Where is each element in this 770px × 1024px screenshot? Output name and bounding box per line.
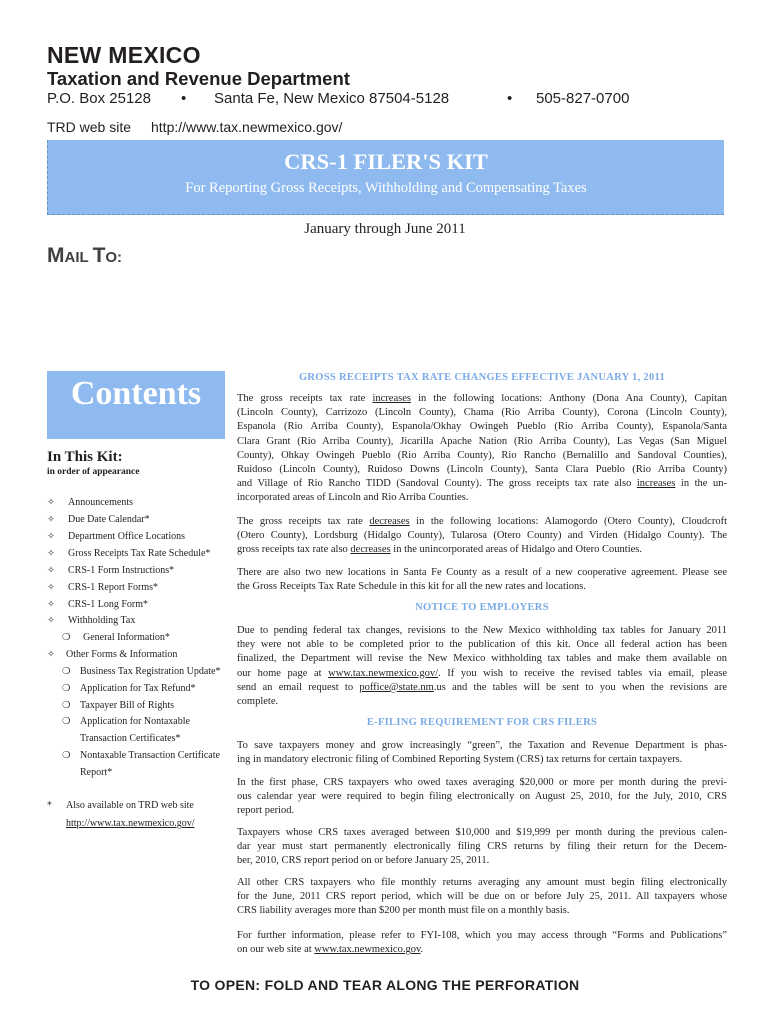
paragraph-line: ing in mandatory electronic filing of Combined Reporting System (CRS) tax returns for certain taxpayers.: [237, 754, 683, 766]
paragraph-line: ous calendar year were required to begin filing electronically on August 25, 2010, for the July, 2010, CRS: [237, 791, 727, 803]
diamond-bullet-icon: ✧: [47, 615, 55, 626]
efiling-paragraph-3: [237, 826, 727, 869]
diamond-bullet-icon: ✧: [47, 649, 55, 660]
contents-header: [47, 371, 225, 439]
paragraph-line: the Gross Receipts Tax Rate Schedule in this kit for all the new rates and locations.: [237, 581, 586, 593]
efiling-paragraph-5: [237, 929, 727, 957]
employers-paragraph: [237, 624, 727, 709]
paragraph-line: ber, 2010, CRS report period on or before January 25, 2011.: [237, 855, 490, 867]
diamond-bullet-icon: ✧: [47, 548, 55, 559]
paragraph-line: they were not able to be completed prior to the publication of this kit. Once all federal action has been: [237, 639, 727, 651]
department-name: Taxation and Revenue Department: [47, 68, 350, 89]
web-site-line: [47, 119, 343, 135]
inline-link[interactable]: poffice@state.nm: [359, 681, 434, 693]
emphasis: increases: [372, 393, 411, 404]
bullet-separator: •: [507, 90, 513, 107]
paragraph-line: our home page at www.tax.newmexico.gov/. If you wish to receive the revised tables via email, please: [237, 667, 727, 679]
efiling-paragraph-2: [237, 776, 727, 819]
phone-number: 505-827-0700: [536, 90, 630, 107]
diamond-bullet-icon: ✧: [47, 514, 55, 525]
circle-bullet-icon: ❍: [62, 632, 71, 643]
paragraph-line: gross receipts tax rate also decreases in the unincorporated areas of Hidalgo and Otero Counties.: [237, 544, 642, 556]
diamond-bullet-icon: ✧: [47, 582, 55, 593]
paragraph-line: complete.: [237, 695, 279, 707]
efiling-heading: E-FILING REQUIREMENT FOR CRS FILERS: [366, 717, 598, 728]
efiling-paragraph-1: [237, 739, 727, 767]
web-site-link[interactable]: http://www.tax.newmexico.gov/: [151, 119, 343, 135]
emphasis: increases: [636, 478, 676, 490]
paragraph-line: dar year must start permanently electronically filing CRS returns by filing their return for the Decem-: [237, 841, 727, 853]
paragraph-line: Taxpayers whose CRS taxes averaged between $10,000 and $19,999 per month during the previous calen-: [237, 827, 727, 838]
in-this-kit-heading: In This Kit:: [47, 449, 123, 465]
paragraph-line: For further information, please refer to FYI-108, which you may access through “Forms and Publications”: [237, 930, 727, 941]
paragraph-line: CRS liability averages more than $200 per month must file on a monthly basis.: [237, 905, 570, 917]
paragraph-line: In the first phase, CRS taxpayers who owed taxes averaging $20,000 or more per month during the previ-: [237, 777, 727, 788]
bullet-separator: •: [181, 90, 187, 107]
city-state-zip: Santa Fe, New Mexico 87504-5128: [214, 90, 450, 107]
paragraph-line: and Village of Rio Rancho TIDD (Sandoval County). The gross receipts tax rate also increases in the un-: [237, 478, 727, 490]
circle-bullet-icon: ❍: [62, 716, 71, 727]
web-site-label: TRD web site: [47, 119, 132, 135]
paragraph-line: County), Ohkay Owingeh Pueblo (Rio Arriba County), Rio Rancho (Bernalillo and Sandoval Counties),: [237, 449, 727, 461]
gross-receipts-paragraph-1: [237, 392, 727, 506]
diamond-bullet-icon: ✧: [47, 497, 55, 508]
asterisk-marker: *: [47, 800, 52, 811]
web-note-link[interactable]: http://www.tax.newmexico.gov/: [66, 818, 195, 829]
mail-to-label: MAIL TO:: [47, 244, 123, 267]
diamond-bullet-icon: ✧: [47, 531, 55, 542]
gross-receipts-paragraph-2: [237, 515, 727, 558]
paragraph-line: finalized, the Department will revise the New Mexico withholding tax tables and make them available on: [237, 653, 727, 665]
fold-instruction: TO OPEN: FOLD AND TEAR ALONG THE PERFORATION: [190, 977, 580, 993]
paragraph-line: Clara Grant (Rio Arriba County), Jicarilla Apache Nation (Rio Arriba County), Las Vegas (San Miguel: [237, 435, 727, 447]
circle-bullet-icon: ❍: [62, 666, 71, 677]
contents-title: Contents: [70, 375, 202, 412]
circle-bullet-icon: ❍: [62, 700, 71, 711]
toc-subitem-continued: Transaction Certificates*: [80, 733, 181, 744]
paragraph-line: send an email request to poffice@state.nm.us and the tables will be sent to you when the revisions are: [237, 681, 727, 693]
paragraph-line: Espanola (Rio Arriba County), Espanola/Okhay Owingeh Pueblo (Rio Arriba County), Espanola/Santa: [237, 421, 727, 433]
toc-subitem-continued: Report*: [80, 767, 113, 778]
paragraph-line: Due to pending federal tax changes, revisions to the New Mexico withholding tax tables for January 2011: [237, 625, 727, 636]
efiling-paragraph-4: [237, 876, 727, 919]
paragraph-line: for the June, 2011 CRS report period, which will be due on or before July 25, 2011. All taxpayers whose: [237, 891, 727, 903]
title-banner: [47, 140, 724, 215]
emphasis: decreases: [350, 544, 391, 556]
emphasis: decreases: [369, 516, 410, 527]
circle-bullet-icon: ❍: [62, 683, 71, 694]
inline-link[interactable]: www.tax.newmexico.gov: [314, 944, 421, 956]
paragraph-line: To save taxpayers money and grow increasingly “green”, the Taxation and Revenue Department is phas-: [237, 740, 727, 751]
paragraph-line: report period.: [237, 805, 295, 817]
paragraph-line: All other CRS taxpayers who file monthly returns averaging any amount must begin filing electronically: [237, 877, 727, 888]
state-name: NEW MEXICO: [47, 42, 201, 68]
paragraph-line: (Lincoln County), Carrizozo (Lincoln County), Chama (Rio Arriba County), Corona (Lincoln County),: [237, 407, 727, 419]
kit-title: CRS-1 FILER'S KIT: [284, 149, 488, 174]
period-text: January through June 2011: [304, 221, 466, 237]
in-this-kit-subheading: in order of appearance: [47, 467, 140, 477]
diamond-bullet-icon: ✧: [47, 599, 55, 610]
circle-bullet-icon: ❍: [62, 750, 71, 761]
kit-subtitle: For Reporting Gross Receipts, Withholding and Compensating Taxes: [185, 180, 587, 196]
paragraph-line: Ruidoso (Lincoln County), Ruidoso Downs (Lincoln County), Santa Clara Pueblo (Rio Arriba County): [237, 463, 727, 475]
diamond-bullet-icon: ✧: [47, 565, 55, 576]
paragraph-line: (Otero County), Lordsburg (Hidalgo County), Tularosa (Otero County) and Virden (Hidalgo County). The: [237, 530, 727, 542]
po-box: P.O. Box 25128: [47, 90, 151, 107]
paragraph-line: incorporated areas of Lincoln and Rio Arriba Counties.: [237, 492, 469, 504]
employers-heading: NOTICE TO EMPLOYERS: [415, 602, 549, 613]
paragraph-line: The gross receipts tax rate increases in the following locations: Anthony (Dona Ana County), Capitan: [237, 393, 727, 404]
inline-link[interactable]: www.tax.newmexico.gov/: [328, 667, 438, 679]
paragraph-line: on our web site at www.tax.newmexico.gov.: [237, 944, 424, 956]
paragraph-line: The gross receipts tax rate decreases in the following locations: Alamogordo (Otero County), Cloudcroft: [237, 516, 727, 527]
gross-receipts-paragraph-3: [237, 566, 727, 594]
gross-receipts-heading: GROSS RECEIPTS TAX RATE CHANGES EFFECTIVE JANUARY 1, 2011: [298, 372, 666, 383]
paragraph-line: There are also two new locations in Santa Fe County as a result of a new cooperative agreement. Please see: [237, 567, 727, 578]
